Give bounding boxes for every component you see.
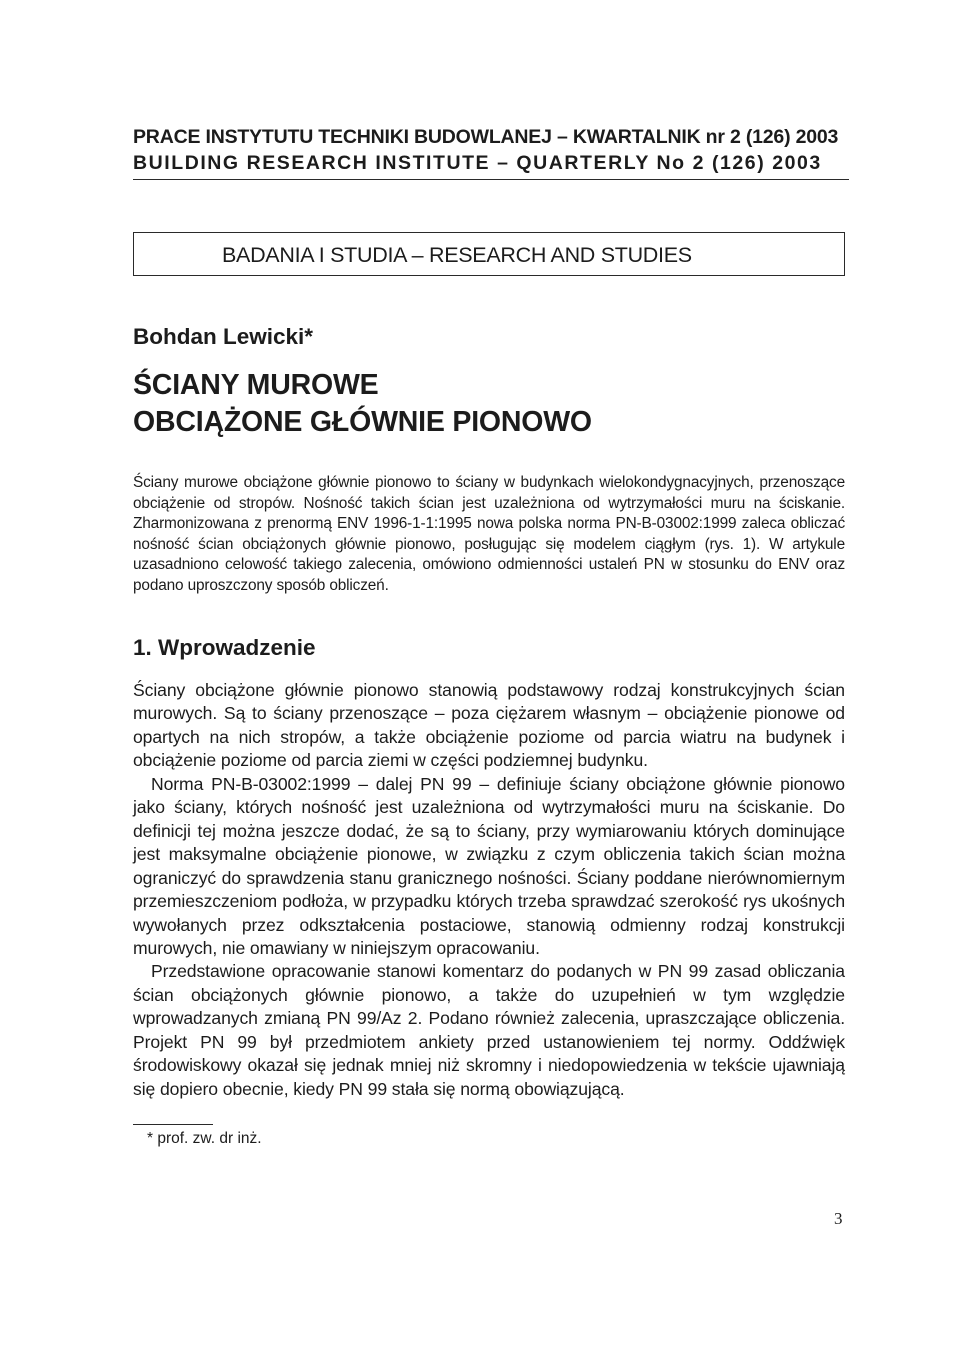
- article-title-line-1: ŚCIANY MUROWE: [133, 369, 379, 401]
- section-heading-introduction: 1. Wprowadzenie: [133, 635, 316, 660]
- body-paragraph: Norma PN-B-03002:1999 – dalej PN 99 – definiuje ściany obciążone głównie pionowo jako ściany, których nośność jest uzależniona od wytrzymałości muru na ściskanie. Do definicji tej można jeszcze dodać, że są to ściany, przy wymiarowaniu których dominujące jest maksymalne obciążenie pionowe, w związku z czym obliczenia takich ścian można ograniczyć do sprawdzenia stanu granicznego nośności. Ściany poddane nierównomiernym przemieszczeniom podłoża, w przypadku których trzeba sprawdzać szerokość rys ukośnych wywołanych przez odkształcenia postaciowe, stanowią odmienny rodzaj konstrukcji murowych, nie omawiany w niniejszym opracowaniu.: [133, 773, 845, 958]
- page-number: 3: [834, 1209, 843, 1228]
- journal-title-english: BUILDING RESEARCH INSTITUTE – QUARTERLY No 2 (126) 2003: [133, 152, 822, 174]
- article-author: Bohdan Lewicki*: [133, 324, 314, 349]
- article-title: [133, 367, 592, 441]
- body-paragraph: Przedstawione opracowanie stanowi komentarz do podanych w PN 99 zasad obliczania ścian obciążonych głównie pionowo, a także do uzupełnień w tym względzie wprowadzanych zmianą PN 99/Az 2. Podano również zalecenia, upraszczające obliczenia. Projekt PN 99 był przedmiotem ankiety przed ustanowieniem tej normy. Oddźwięk środowiskowy okazał się jednak mniej niż skromny i niedopowiedzenia w tekście ujawniają się dopiero obecnie, kiedy PN 99 stała się normą obowiązującą.: [133, 961, 845, 1099]
- footnote-rule: [133, 1124, 213, 1125]
- body-paragraph: Ściany obciążone głównie pionowo stanowią podstawowy rodzaj konstrukcyjnych ścian murowych. Są to ściany przenoszące – poza ciężarem własnym – obciążenie pionowe od opartych na nich stropów, a także obciążenie poziome od parcia wiatru na budynek i obciążenie poziome od parcia ziemi w części podziemnej budynku.: [133, 680, 845, 771]
- journal-header: [133, 124, 849, 176]
- header-rule: [133, 179, 849, 180]
- author-footnote: * prof. zw. dr inż.: [147, 1130, 262, 1147]
- article-title-line-2: OBCIĄŻONE GŁÓWNIE PIONOWO: [133, 406, 592, 438]
- section-banner-label: BADANIA I STUDIA – RESEARCH AND STUDIES: [222, 243, 692, 267]
- article-abstract: Ściany murowe obciążone głównie pionowo to ściany w budynkach wielokondygnacyjnych, przenoszące obciążenie od stropów. Nośność takich ścian jest uzależniona od wytrzymałości muru na ściskanie. Zharmonizowana z prenormą ENV 1996-1-1:1995 nowa polska norma PN-B-03002:1999 zaleca obliczać nośność ścian obciążonych głównie pionowo, posługując się modelem ciągłym (rys. 1). W artykule uzasadniono celowość takiego zalecenia, omówiono odmienności ustaleń PN w stosunku do ENV oraz podano uproszczony sposób obliczeń.: [133, 474, 845, 594]
- journal-title-polish: PRACE INSTYTUTU TECHNIKI BUDOWLANEJ – KWARTALNIK nr 2 (126) 2003: [133, 126, 839, 148]
- section-body: [133, 679, 845, 1101]
- section-banner: [133, 232, 845, 276]
